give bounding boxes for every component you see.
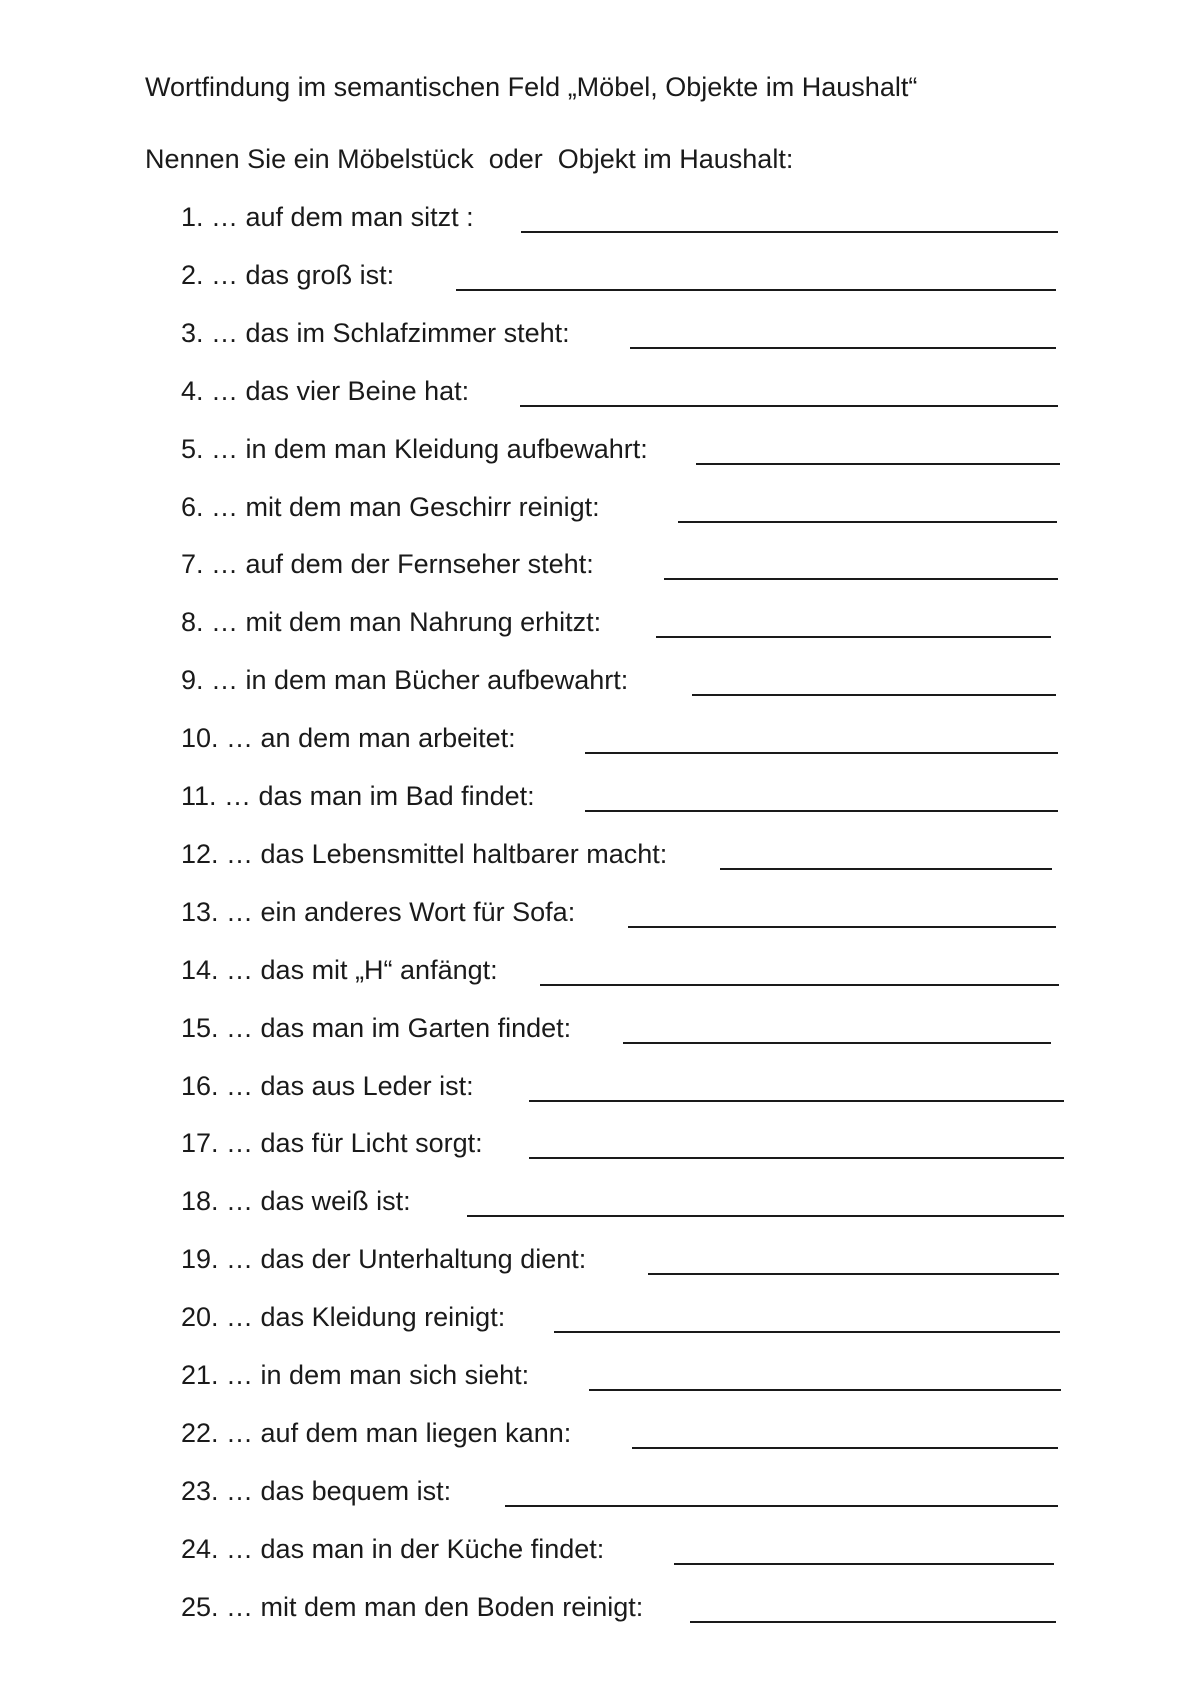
answer-blank-line	[529, 1157, 1064, 1159]
answer-blank-line	[585, 810, 1058, 812]
question-item	[181, 432, 1081, 472]
question-text: 19. … das der Unterhaltung dient:	[181, 1244, 587, 1275]
question-item	[181, 605, 1081, 645]
answer-blank-line	[696, 463, 1060, 465]
question-item	[181, 316, 1081, 356]
answer-blank-line	[505, 1505, 1058, 1507]
question-item	[181, 1242, 1081, 1282]
question-item	[181, 1126, 1081, 1166]
question-text: 24. … das man in der Küche findet:	[181, 1533, 605, 1564]
question-item	[181, 663, 1081, 703]
question-text: 3. … das im Schlafzimmer steht:	[181, 317, 570, 348]
question-text: 1. … auf dem man sitzt :	[181, 202, 474, 232]
question-item	[181, 837, 1081, 877]
question-item	[181, 953, 1081, 993]
answer-blank-line	[720, 868, 1052, 870]
answer-blank-line	[690, 1621, 1056, 1623]
question-text: 11. … das man im Bad findet:	[181, 781, 535, 811]
question-text: 21. … in dem man sich sieht:	[181, 1360, 530, 1390]
question-item	[181, 1416, 1081, 1456]
answer-blank-line	[521, 231, 1058, 233]
answer-blank-line	[648, 1273, 1059, 1275]
question-item	[181, 1011, 1081, 1051]
answer-blank-line	[664, 578, 1058, 580]
question-text: 2. … das groß ist:	[181, 259, 395, 290]
question-text: 23. … das bequem ist:	[181, 1475, 452, 1506]
question-text: 13. … ein anderes Wort für Sofa:	[181, 896, 576, 927]
answer-blank-line	[456, 289, 1056, 291]
question-text: 25. … mit dem man den Boden reinigt:	[181, 1591, 644, 1622]
question-item	[181, 779, 1081, 819]
question-text: 20. … das Kleidung reinigt:	[181, 1302, 506, 1333]
question-text: 9. … in dem man Bücher aufbewahrt:	[181, 665, 629, 696]
question-item	[181, 1069, 1081, 1109]
question-item	[181, 1474, 1081, 1514]
question-text: 17. … das für Licht sorgt:	[181, 1128, 483, 1159]
answer-blank-line	[656, 636, 1051, 638]
answer-blank-line	[678, 521, 1057, 523]
question-item	[181, 374, 1081, 414]
question-text: 6. … mit dem man Geschirr reinigt:	[181, 491, 600, 522]
worksheet-instruction: Nennen Sie ein Möbelstück oder Objekt im Haushalt:	[145, 144, 794, 174]
question-text: 16. … das aus Leder ist:	[181, 1070, 474, 1101]
answer-blank-line	[540, 984, 1059, 986]
question-text: 12. … das Lebensmittel haltbarer macht:	[181, 838, 668, 869]
answer-blank-line	[632, 1447, 1058, 1449]
question-text: 7. … auf dem der Fernseher steht:	[181, 549, 594, 580]
question-item	[181, 1300, 1081, 1340]
question-text: 8. … mit dem man Nahrung erhitzt:	[181, 607, 602, 638]
answer-blank-line	[674, 1563, 1054, 1565]
question-text: 18. … das weiß ist:	[181, 1186, 411, 1217]
question-item	[181, 1358, 1081, 1398]
question-item	[181, 1184, 1081, 1224]
answer-blank-line	[520, 405, 1058, 407]
question-item	[181, 490, 1081, 530]
answer-blank-line	[692, 694, 1056, 696]
answer-blank-line	[628, 926, 1056, 928]
worksheet-title: Wortfindung im semantischen Feld „Möbel, Objekte im Haushalt“	[145, 72, 918, 102]
question-item	[181, 895, 1081, 935]
question-item	[181, 1590, 1081, 1630]
question-text: 4. … das vier Beine hat:	[181, 375, 470, 406]
answer-blank-line	[529, 1100, 1064, 1102]
question-item	[181, 258, 1081, 298]
answer-blank-line	[585, 752, 1058, 754]
answer-blank-line	[554, 1331, 1060, 1333]
question-item	[181, 721, 1081, 761]
question-text: 22. … auf dem man liegen kann:	[181, 1417, 572, 1448]
question-item	[181, 200, 1081, 240]
answer-blank-line	[623, 1042, 1051, 1044]
question-item	[181, 547, 1081, 587]
question-text: 15. … das man im Garten findet:	[181, 1012, 572, 1043]
answer-blank-line	[589, 1389, 1061, 1391]
answer-blank-line	[630, 347, 1056, 349]
question-text: 5. … in dem man Kleidung aufbewahrt:	[181, 433, 648, 464]
question-item	[181, 1532, 1081, 1572]
question-text: 14. … das mit „H“ anfängt:	[181, 954, 498, 985]
answer-blank-line	[467, 1215, 1064, 1217]
question-text: 10. … an dem man arbeitet:	[181, 723, 516, 754]
